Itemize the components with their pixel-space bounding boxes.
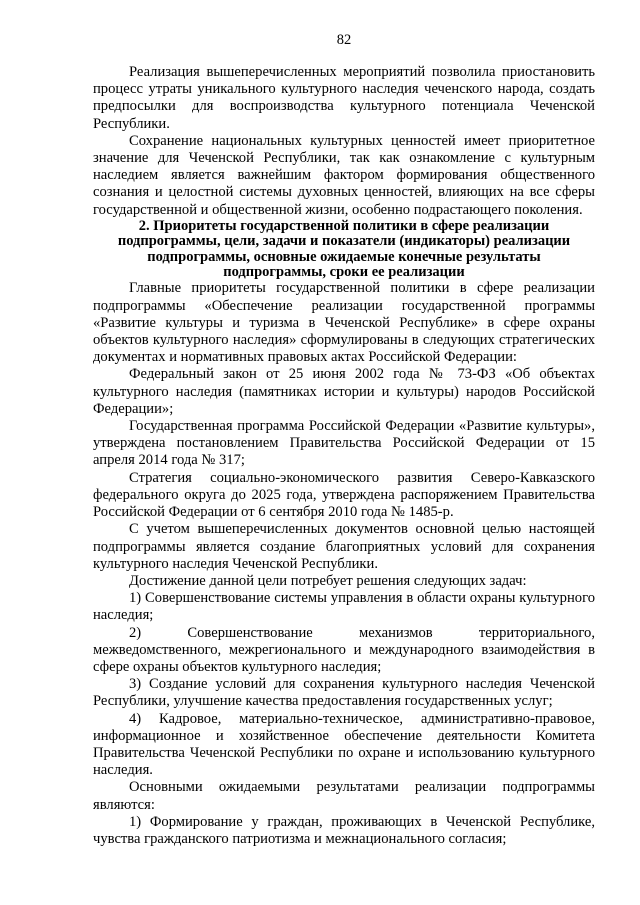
paragraph: Основными ожидаемыми результатами реализации подпрограммы являются: — [93, 779, 595, 813]
document-body — [93, 64, 595, 848]
list-item: 2) Совершенствование механизмов территориального, межведомственного, межрегионального и международного взаимодействия в сфере охраны объектов культурного наследия; — [93, 624, 595, 675]
list-item: 4) Кадровое, материально-техническое, административно-правовое, информационное и хозяйственное обеспечение деятельности Комитета Правительства Чеченской Республики по охране и использованию культурного наследия. — [93, 710, 595, 779]
paragraph: Федеральный закон от 25 июня 2002 года № 73-ФЗ «Об объектах культурного наследия (памятниках истории и культуры) народов Российской Федерации»; — [93, 366, 595, 417]
paragraph: Государственная программа Российской Федерации «Развитие культуры», утверждена постановлением Правительства Российской Федерации от 15 апреля 2014 года № 317; — [93, 418, 595, 469]
list-item: 1) Совершенствование системы управления в области охраны культурного наследия; — [93, 590, 595, 624]
paragraph: Достижение данной цели потребует решения следующих задач: — [129, 572, 527, 589]
paragraph: Стратегия социально-экономического развития Северо-Кавказского федерального округа до 2025 года, утверждена распоряжением Правительства Российской Федерации от 6 сентября 2010 года № 1485-р. — [93, 469, 595, 521]
page-number: 82 — [336, 32, 352, 48]
paragraph: Сохранение национальных культурных ценностей имеет приоритетное значение для Чеченской Республики, так как ознакомление с культурным наследием является важнейшим фактором формирования общественного сознания и целостной системы духовных ценностей, влияющих на все сферы государственной и общественной жизни, особенно подрастающего поколения. — [93, 132, 595, 218]
paragraph: С учетом вышеперечисленных документов основной целью настоящей подпрограммы является создание благоприятных условий для сохранения культурного наследия Чеченской Республики. — [93, 521, 595, 572]
list-item: 3) Создание условий для сохранения культурного наследия Чеченской Республики, улучшение качества предоставления государственных услуг; — [93, 676, 595, 710]
list-item: 1) Формирование у граждан, проживающих в Чеченской Республике, чувства гражданского патриотизма и межнационального согласия; — [93, 813, 595, 847]
section-heading: 2. Приоритеты государственной политики в сфере реализации подпрограммы, цели, задачи и показатели (индикаторы) реализации подпрограммы, основные ожидаемые конечные результаты подпрограммы, сроки ее реализации — [117, 217, 571, 281]
paragraph: Реализация вышеперечисленных мероприятий позволила приостановить процесс утраты уникального культурного наследия чеченского народа, создать предпосылки для воспроизводства культурного потенциала Чеченской Республики. — [93, 64, 595, 132]
paragraph: Главные приоритеты государственной политики в сфере реализации подпрограммы «Обеспечение реализации государственной программы «Развитие культуры и туризма в Чеченской Республике» в сфере охраны объектов культурного наследия» сформулированы в следующих стратегических документах и нормативных правовых актах Российской Федерации: — [93, 280, 595, 366]
